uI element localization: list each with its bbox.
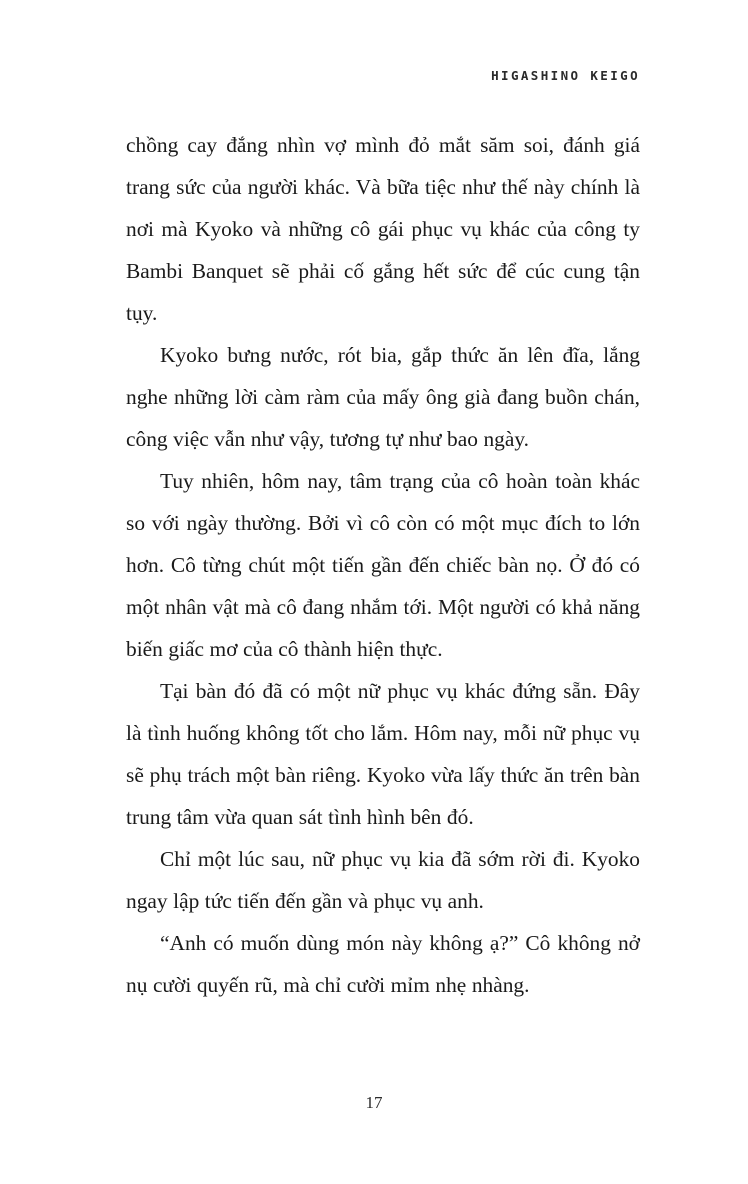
page-number: 17 (365, 1093, 383, 1112)
paragraph: Chỉ một lúc sau, nữ phục vụ kia đã sớm rời đi. Kyoko ngay lập tức tiến đến gần và phục vụ anh. (126, 847, 640, 913)
body-text-block (126, 124, 640, 1006)
paragraph: “Anh có muốn dùng món này không ạ?” Cô không nở nụ cười quyến rũ, mà chỉ cười mỉm nhẹ nhàng. (126, 931, 640, 997)
paragraph: Tuy nhiên, hôm nay, tâm trạng của cô hoàn toàn khác so với ngày thường. Bởi vì cô còn có một mục đích to lớn hơn. Cô từng chút một tiến gần đến chiếc bàn nọ. Ở đó có một nhân vật mà cô đang nhắm tới. Một người có khả năng biến giấc mơ của cô thành hiện thực. (126, 469, 640, 661)
paragraph: Kyoko bưng nước, rót bia, gắp thức ăn lên đĩa, lắng nghe những lời càm ràm của mấy ông già đang buồn chán, công việc vẫn như vậy, tương tự như bao ngày. (126, 343, 640, 451)
paragraph: chồng cay đắng nhìn vợ mình đỏ mắt săm soi, đánh giá trang sức của người khác. Và bữa tiệc như thế này chính là nơi mà Kyoko và những cô gái phục vụ khác của công ty Bambi Banquet sẽ phải cố gắng hết sức để cúc cung tận tụy. (126, 133, 640, 325)
paragraph: Tại bàn đó đã có một nữ phục vụ khác đứng sẵn. Đây là tình huống không tốt cho lắm. Hôm nay, mỗi nữ phục vụ sẽ phụ trách một bàn riêng. Kyoko vừa lấy thức ăn trên bàn trung tâm vừa quan sát tình hình bên đó. (126, 679, 640, 829)
running-header-author: HIGASHINO KEIGO (491, 68, 640, 83)
